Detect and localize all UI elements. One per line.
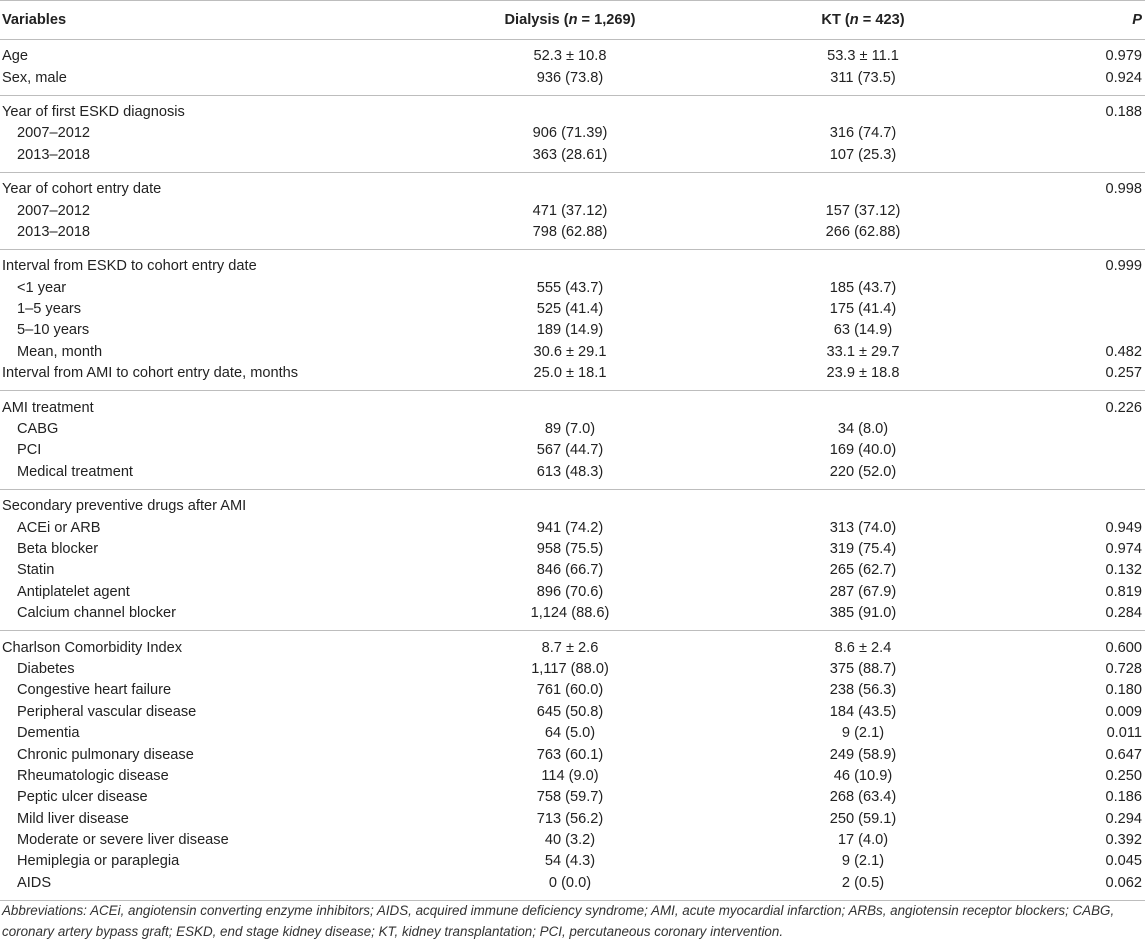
table-row	[0, 631, 1145, 659]
p-value-cell	[1033, 299, 1145, 320]
variable-cell: 1–5 years	[17, 301, 82, 318]
kt-cell	[693, 95, 1033, 123]
p-value-cell: 0.949	[1105, 519, 1142, 536]
table-row	[0, 299, 1145, 320]
variable-cell: 2007–2012	[17, 125, 91, 142]
variable-cell: Charlson Comorbidity Index	[2, 639, 183, 656]
kt-cell: 316 (74.7)	[829, 125, 897, 142]
p-value-cell: 0.009	[1105, 703, 1142, 720]
kt-cell: 265 (62.7)	[829, 562, 897, 579]
variable-cell: Mean, month	[17, 343, 103, 360]
dialysis-cell: 958 (75.5)	[536, 541, 604, 557]
table-row	[0, 342, 1145, 363]
p-value-cell: 0.974	[1105, 541, 1142, 557]
table-row	[0, 517, 1145, 538]
dialysis-cell: 645 (50.8)	[536, 703, 604, 720]
dialysis-cell: 763 (60.1)	[536, 746, 604, 763]
variable-cell: CABG	[17, 421, 59, 438]
table-footnote: Abbreviations: ACEi, angiotensin converting enzyme inhibitors; AIDS, acquired immune deficiency syndrome; AMI, acute myocardial infarction; ARBs, angiotensin receptor blockers; CABG, coronary artery bypass graft; ESKD, end stage kidney disease; KT, kidney transplantation; PCI, percutaneous coronary intervention.	[2, 903, 1115, 939]
variable-cell: Antiplatelet agent	[17, 583, 130, 600]
table-row	[0, 766, 1145, 787]
p-value-cell: 0.011	[1106, 725, 1142, 742]
dialysis-cell: 1,124 (88.6)	[447, 603, 693, 631]
kt-cell: 311 (73.5)	[693, 67, 1033, 95]
variable-cell: Secondary preventive drugs after AMI	[2, 498, 247, 515]
variable-cell: Peptic ulcer disease	[17, 789, 148, 806]
p-value-cell: 0.600	[1105, 639, 1142, 656]
dialysis-cell: 555 (43.7)	[536, 279, 604, 296]
dialysis-cell	[447, 391, 693, 419]
dialysis-cell	[447, 250, 693, 278]
variable-cell: Hemiplegia or paraplegia	[17, 853, 180, 870]
variable-cell: Interval from AMI to cohort entry date, months	[0, 363, 447, 391]
table-row	[0, 95, 1145, 123]
dialysis-cell: 30.6 ± 29.1	[533, 343, 607, 360]
p-value-cell: 0.647	[1105, 746, 1142, 763]
variable-cell: Moderate or severe liver disease	[17, 832, 229, 849]
variable-cell: Mild liver disease	[17, 810, 129, 827]
kt-cell: 17 (4.0)	[837, 832, 889, 849]
kt-cell: 175 (41.4)	[829, 301, 897, 318]
dialysis-cell	[447, 95, 693, 123]
p-value-cell	[1033, 278, 1145, 299]
kt-cell: 185 (43.7)	[829, 279, 897, 296]
dialysis-cell: 936 (73.8)	[447, 67, 693, 95]
dialysis-cell: 0 (0.0)	[447, 873, 693, 901]
p-value-cell: 0.392	[1105, 832, 1142, 849]
dialysis-cell: 941 (74.2)	[536, 519, 604, 536]
dialysis-cell: 758 (59.7)	[536, 789, 604, 806]
table-row	[0, 539, 1145, 560]
table-row	[0, 603, 1145, 631]
dialysis-cell: 363 (28.61)	[447, 145, 693, 173]
variable-cell: 2013–2018	[0, 222, 447, 250]
p-value-cell	[1033, 200, 1145, 221]
kt-cell: 107 (25.3)	[693, 145, 1033, 173]
dialysis-cell: 613 (48.3)	[447, 462, 693, 490]
table-row	[0, 419, 1145, 440]
table-row	[0, 723, 1145, 744]
kt-cell: 250 (59.1)	[829, 810, 897, 827]
p-value-cell: 0.294	[1105, 810, 1142, 827]
table-row	[0, 200, 1145, 221]
table-row	[0, 391, 1145, 419]
p-value-cell	[1033, 320, 1145, 341]
variable-cell: ACEi or ARB	[17, 519, 101, 536]
table-row	[0, 873, 1145, 901]
table-row	[0, 123, 1145, 144]
p-value-cell	[1033, 440, 1145, 461]
variable-cell: 5–10 years	[17, 322, 90, 339]
dialysis-cell: 846 (66.7)	[536, 562, 604, 579]
dialysis-cell: 189 (14.9)	[536, 322, 604, 339]
p-value-cell: 0.062	[1033, 873, 1145, 901]
variable-cell: <1 year	[17, 279, 67, 296]
kt-cell: 287 (67.9)	[829, 583, 897, 600]
kt-cell: 46 (10.9)	[833, 767, 893, 784]
kt-cell: 184 (43.5)	[829, 703, 897, 720]
header-variables: Variables	[0, 1, 447, 40]
dialysis-cell: 471 (37.12)	[532, 202, 608, 219]
kt-cell: 2 (0.5)	[693, 873, 1033, 901]
table-row	[0, 560, 1145, 581]
variable-cell: Interval from ESKD to cohort entry date	[2, 258, 257, 275]
variable-cell: PCI	[17, 442, 42, 459]
variable-cell: Calcium channel blocker	[0, 603, 447, 631]
kt-cell: 319 (75.4)	[829, 541, 897, 557]
kt-cell: 23.9 ± 18.8	[693, 363, 1033, 391]
header-p-value: P	[1033, 1, 1145, 40]
header-row	[0, 1, 1145, 40]
p-value-cell	[1033, 222, 1145, 250]
dialysis-cell: 713 (56.2)	[536, 810, 604, 827]
kt-cell: 9 (2.1)	[841, 725, 885, 742]
kt-cell: 63 (14.9)	[833, 322, 893, 339]
kt-cell: 220 (52.0)	[693, 462, 1033, 490]
variable-cell: Congestive heart failure	[17, 682, 172, 699]
variable-cell: Dementia	[17, 725, 80, 742]
header-dialysis: Dialysis (n = 1,269)	[447, 1, 693, 40]
table-row	[0, 744, 1145, 765]
p-value-cell	[1033, 490, 1145, 518]
p-value-cell	[1033, 462, 1145, 490]
variable-cell: AIDS	[0, 873, 447, 901]
kt-cell: 34 (8.0)	[837, 421, 889, 438]
dialysis-cell: 40 (3.2)	[544, 832, 596, 849]
table-row	[0, 659, 1145, 680]
dialysis-cell: 906 (71.39)	[532, 125, 608, 142]
variable-cell: Peripheral vascular disease	[17, 703, 197, 720]
kt-cell: 249 (58.9)	[829, 746, 897, 763]
p-value-cell	[1033, 123, 1145, 144]
dialysis-cell: 64 (5.0)	[544, 725, 596, 742]
dialysis-cell: 114 (9.0)	[541, 767, 599, 784]
kt-cell	[693, 490, 1033, 518]
variable-cell: Sex, male	[0, 67, 447, 95]
variable-cell: Beta blocker	[17, 541, 99, 557]
dialysis-cell: 8.7 ± 2.6	[541, 639, 599, 656]
variable-cell: Year of first ESKD diagnosis	[2, 103, 185, 120]
p-value-cell: 0.998	[1105, 181, 1142, 198]
p-value-cell: 0.999	[1105, 258, 1142, 275]
p-value-cell: 0.924	[1033, 67, 1145, 95]
variable-cell: Age	[2, 48, 28, 65]
kt-cell: 8.6 ± 2.4	[834, 639, 892, 656]
kt-cell: 268 (63.4)	[829, 789, 897, 806]
p-value-cell: 0.979	[1105, 48, 1142, 65]
table-row	[0, 830, 1145, 851]
kt-cell: 169 (40.0)	[829, 442, 897, 459]
table-row	[0, 462, 1145, 490]
p-value-cell: 0.482	[1105, 343, 1142, 360]
kt-cell: 313 (74.0)	[829, 519, 897, 536]
kt-cell	[693, 250, 1033, 278]
p-value-cell: 0.257	[1033, 363, 1145, 391]
dialysis-cell: 25.0 ± 18.1	[447, 363, 693, 391]
table-row	[0, 172, 1145, 200]
variable-cell: Statin	[17, 562, 55, 579]
dialysis-cell: 896 (70.6)	[536, 583, 604, 600]
header-kt: KT (n = 423)	[693, 1, 1033, 40]
variable-cell: Chronic pulmonary disease	[17, 746, 194, 763]
variable-cell: 2007–2012	[17, 202, 91, 219]
dialysis-cell: 525 (41.4)	[536, 301, 604, 318]
p-value-cell: 0.188	[1105, 103, 1142, 120]
dialysis-cell	[447, 490, 693, 518]
table-row	[0, 320, 1145, 341]
table-row	[0, 222, 1145, 250]
p-value-cell: 0.819	[1105, 583, 1142, 600]
table-row	[0, 363, 1145, 391]
table-row	[0, 250, 1145, 278]
table-row	[0, 851, 1145, 872]
dialysis-cell: 761 (60.0)	[536, 682, 604, 699]
kt-cell: 53.3 ± 11.1	[827, 48, 899, 65]
table-row	[0, 680, 1145, 701]
kt-cell	[693, 391, 1033, 419]
kt-cell: 266 (62.88)	[693, 222, 1033, 250]
kt-cell: 385 (91.0)	[693, 603, 1033, 631]
dialysis-cell: 1,117 (88.0)	[531, 660, 609, 677]
variable-cell: AMI treatment	[2, 399, 94, 416]
variable-cell: Diabetes	[17, 660, 75, 677]
p-value-cell: 0.728	[1105, 660, 1142, 677]
p-value-cell: 0.226	[1105, 399, 1142, 416]
dialysis-cell: 798 (62.88)	[447, 222, 693, 250]
p-value-cell	[1033, 419, 1145, 440]
table-header	[0, 1, 1145, 40]
table-row	[0, 278, 1145, 299]
variable-cell: Medical treatment	[0, 462, 447, 490]
kt-cell: 238 (56.3)	[829, 682, 897, 699]
table-row	[0, 809, 1145, 830]
variable-cell: Rheumatologic disease	[17, 767, 169, 784]
table-row	[0, 787, 1145, 808]
table-row	[0, 702, 1145, 723]
table-row	[0, 582, 1145, 603]
table-row	[0, 67, 1145, 95]
variable-cell: Year of cohort entry date	[2, 181, 162, 198]
kt-cell: 9 (2.1)	[841, 853, 885, 870]
p-value-cell: 0.045	[1105, 853, 1142, 870]
table-body	[0, 40, 1145, 901]
p-value-cell	[1033, 145, 1145, 173]
dialysis-cell	[447, 172, 693, 200]
kt-cell: 157 (37.12)	[825, 202, 901, 219]
p-value-cell: 0.250	[1105, 767, 1142, 784]
dialysis-cell: 52.3 ± 10.8	[533, 48, 607, 65]
variable-cell: 2013–2018	[0, 145, 447, 173]
dialysis-cell: 89 (7.0)	[544, 421, 596, 438]
table-row	[0, 145, 1145, 173]
table-row	[0, 40, 1145, 68]
p-value-cell: 0.284	[1033, 603, 1145, 631]
kt-cell	[693, 172, 1033, 200]
p-value-cell: 0.132	[1105, 562, 1142, 579]
table-row	[0, 490, 1145, 518]
table-row	[0, 440, 1145, 461]
dialysis-cell: 54 (4.3)	[544, 853, 596, 870]
kt-cell: 33.1 ± 29.7	[826, 343, 900, 360]
p-value-cell: 0.186	[1105, 789, 1142, 806]
p-value-cell: 0.180	[1105, 682, 1142, 699]
kt-cell: 375 (88.7)	[829, 660, 897, 677]
dialysis-cell: 567 (44.7)	[536, 442, 604, 459]
